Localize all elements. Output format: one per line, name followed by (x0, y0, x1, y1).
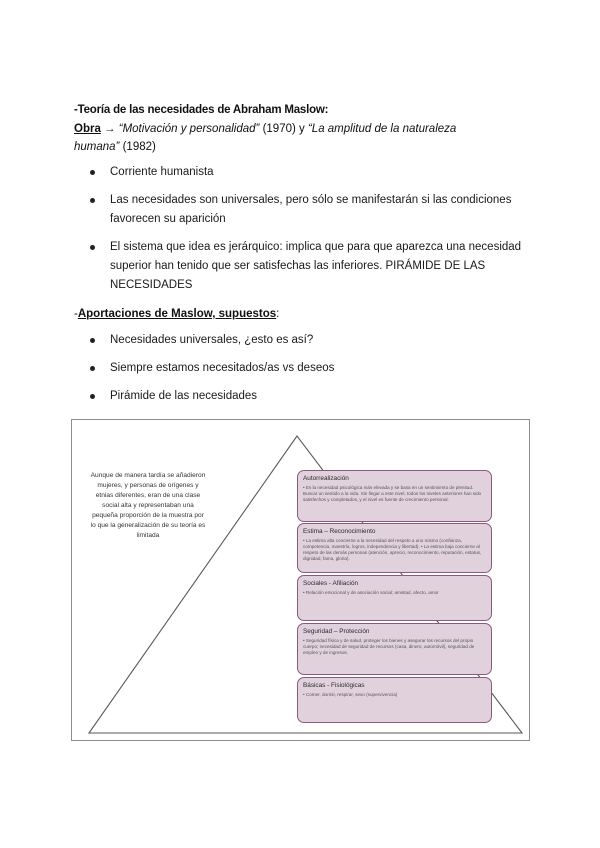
pyramid-level-physiological (297, 677, 492, 723)
list-item: Necesidades universales, ¿esto es así? (90, 331, 530, 350)
work-title-1: “Motivación y personalidad” (118, 123, 260, 135)
list-item: Pirámide de las necesidades (90, 387, 530, 406)
level-title: Autorrealización (303, 475, 349, 482)
list-item: Siempre estamos necesitados/as vs deseos (90, 359, 530, 378)
arrow-icon: → (104, 123, 116, 135)
pyramid-note: Aunque de manera tardía se añadieron mujeres, y personas de orígenes y etnias diferentes, eran de una clase social alta y representaban una pequeña proporción de la muestra por lo que la generalización de su teoría es limitada (90, 472, 206, 539)
level-description: • La estima alta concierne a la necesidad del respeto a uno mismo (confianza, competencia, maestría, logros, independencia y libertad). • La estima baja concierne al respeto de las demás personas (atención, aprecio, reconocimiento, reputación, estatus, dignidad, fama, gloria). (303, 538, 482, 561)
pyramid-level-social (297, 575, 492, 621)
list-item: El sistema que idea es jerárquico: implica que para que aparezca una necesidad superior han tenido que ser satisfechas las inferiores. PIRÁMIDE DE LAS NECESIDADES (90, 238, 530, 295)
level-description: • Es la necesidad psicológica más elevada y se basa en un sentimiento de plenitud. Buscar un sentido a la vida. Sin llegar a este nivel, todos los niveles anteriores han sido satisfechos y completados, y el nivel es fuente de crecimiento personal. (303, 485, 482, 502)
level-title: Seguridad – Protección (303, 628, 370, 635)
contributions-prefix: - (74, 308, 78, 320)
contributions-heading (74, 305, 279, 323)
work-title-2: “La amplitud de la naturaleza (307, 123, 457, 135)
pyramid-level-self-actualization (297, 470, 492, 522)
work-title-2-end: humana” (74, 141, 120, 153)
pyramid-level-safety (297, 623, 492, 675)
theory-bullet-list (90, 163, 530, 304)
maslow-pyramid-figure (71, 419, 530, 741)
works-label: Obra (74, 123, 101, 135)
page-heading: -Teoría de las necesidades de Abraham Maslow: (74, 104, 329, 116)
works-line-2 (74, 138, 156, 156)
level-title: Básicas - Fisiológicas (303, 682, 365, 689)
level-description: • Seguridad física y de salud, proteger los bienes y asegurar los recursos del propio cuerpo; necesidad de seguridad de recursos (casa, dinero, automóvil), seguridad de empleo y de ingresos. (303, 638, 475, 655)
work-year-1: (1970) y (262, 123, 305, 135)
level-description: • Relación emocional y de asociación social; amistad, afecto, amor (303, 590, 439, 595)
contributions-suffix: : (276, 308, 280, 320)
level-title: Estima – Reconocimiento (303, 528, 376, 535)
contributions-title: Aportaciones de Maslow, supuestos (77, 308, 277, 320)
level-title: Sociales - Afiliación (303, 580, 359, 587)
works-line (74, 120, 456, 138)
level-description: • Comer, dormir, respirar, sexo (supervivencia) (303, 692, 398, 697)
list-item: Corriente humanista (90, 163, 530, 182)
list-item: Las necesidades son universales, pero sólo se manifestarán si las condiciones favorecen su aparición (90, 191, 530, 229)
contributions-bullet-list (90, 331, 530, 415)
work-year-2: (1982) (122, 141, 156, 153)
pyramid-level-esteem (297, 523, 492, 573)
